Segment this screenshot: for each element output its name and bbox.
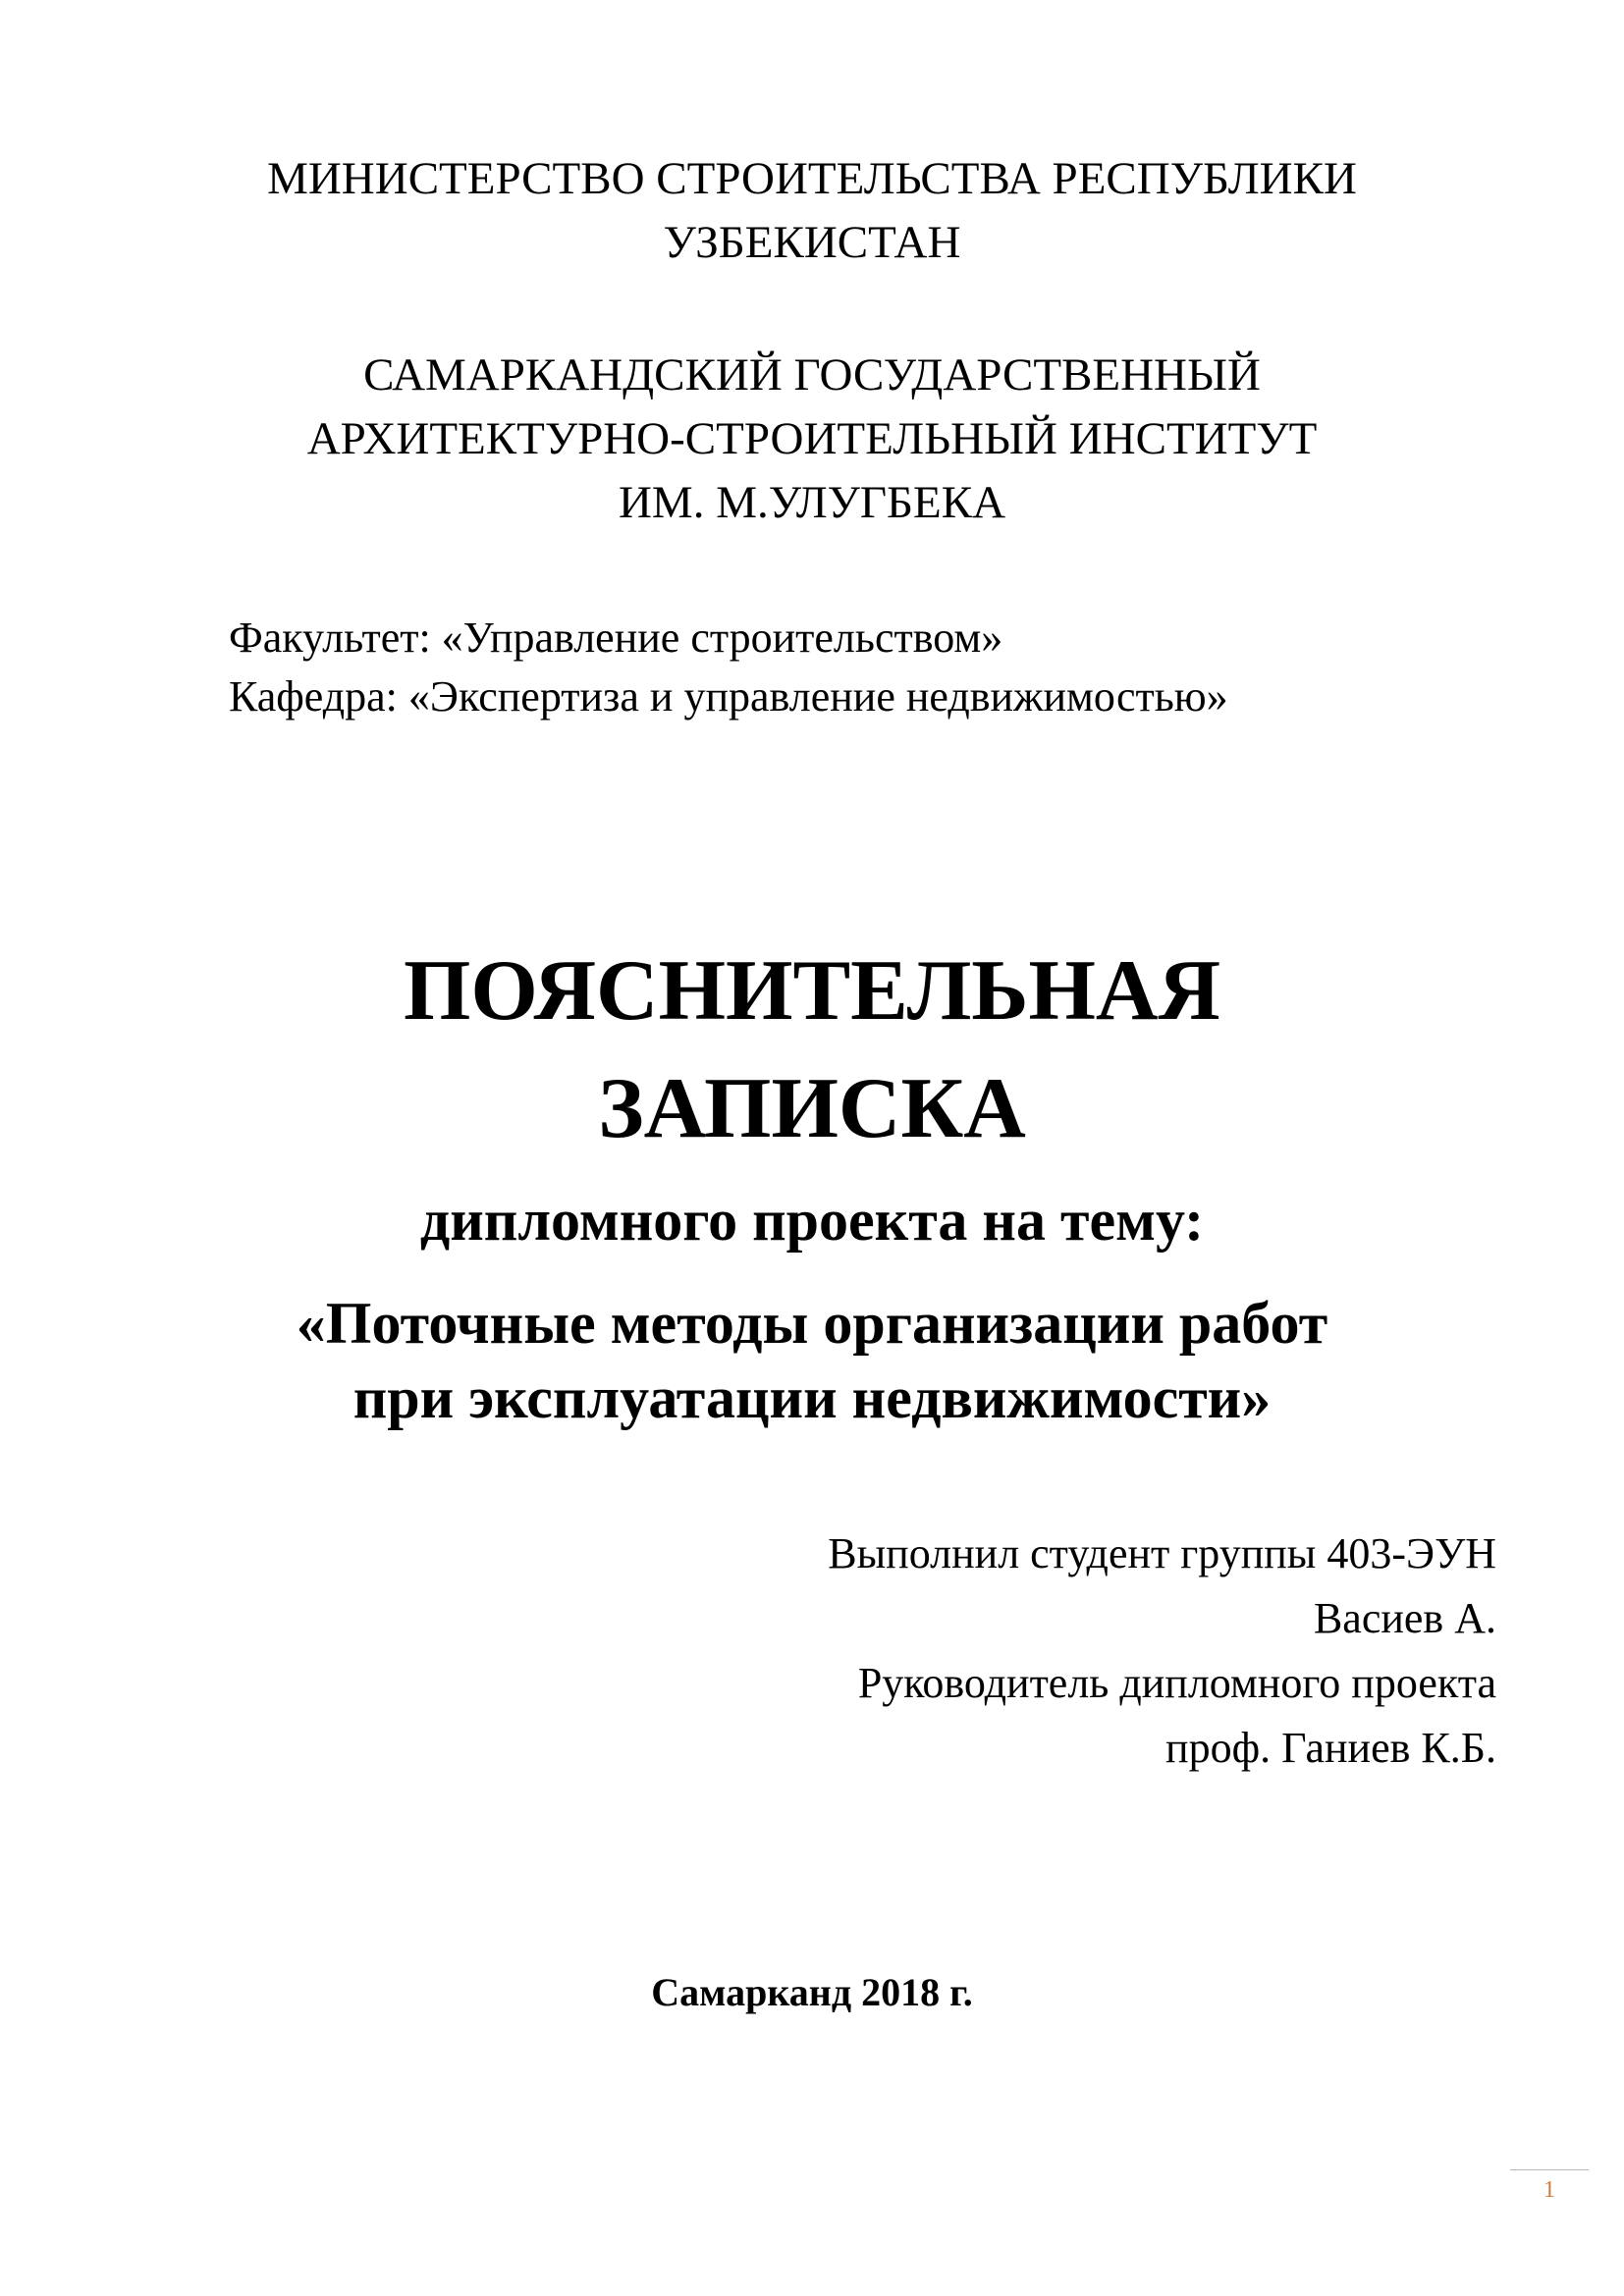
document-subtitle bbox=[0, 1181, 1624, 1259]
thesis-topic bbox=[0, 1286, 1624, 1435]
document-title bbox=[0, 933, 1624, 1168]
institute-header bbox=[0, 344, 1624, 535]
city-year bbox=[0, 1963, 1624, 2022]
ministry-line-2: УЗБЕКИСТАН bbox=[663, 217, 961, 268]
institute-line-2: АРХИТЕКТУРНО-СТРОИТЕЛЬНЫЙ ИНСТИТУТ bbox=[306, 413, 1318, 464]
department-line: Кафедра: «Экспертиза и управление недвижимостью» bbox=[229, 672, 1228, 721]
authors-block bbox=[828, 1522, 1496, 1781]
topic-line-1: «Поточные методы организации работ bbox=[296, 1291, 1328, 1356]
ministry-line-1: МИНИСТЕРСТВО СТРОИТЕЛЬСТВА РЕСПУБЛИКИ bbox=[267, 153, 1357, 204]
ministry-header bbox=[0, 147, 1624, 275]
topic-line-2: при эксплуатации недвижимости» bbox=[352, 1365, 1272, 1430]
subtitle-line: дипломного проекта на тему: bbox=[419, 1188, 1205, 1253]
supervisor-label: Руководитель дипломного проекта bbox=[857, 1659, 1496, 1707]
supervisor-name: проф. Ганиев К.Б. bbox=[1165, 1724, 1496, 1772]
faculty-block bbox=[229, 609, 1228, 726]
title-line-1: ПОЯСНИТЕЛЬНАЯ bbox=[403, 943, 1221, 1039]
institute-line-3: ИМ. М.УЛУГБЕКА bbox=[618, 477, 1006, 528]
institute-line-1: САМАРКАНДСКИЙ ГОСУДАРСТВЕННЫЙ bbox=[363, 349, 1261, 400]
student-name: Васиев А. bbox=[1313, 1594, 1496, 1642]
faculty-line: Факультет: «Управление строительством» bbox=[229, 614, 1003, 662]
student-label: Выполнил студент группы 403-ЭУН bbox=[828, 1529, 1496, 1577]
city-year-text: Самарканд 2018 г. bbox=[651, 1970, 973, 2014]
page-number-rule bbox=[1510, 2169, 1589, 2170]
page-number: 1 bbox=[1543, 2177, 1555, 2203]
title-line-2: ЗАПИСКА bbox=[598, 1061, 1026, 1156]
